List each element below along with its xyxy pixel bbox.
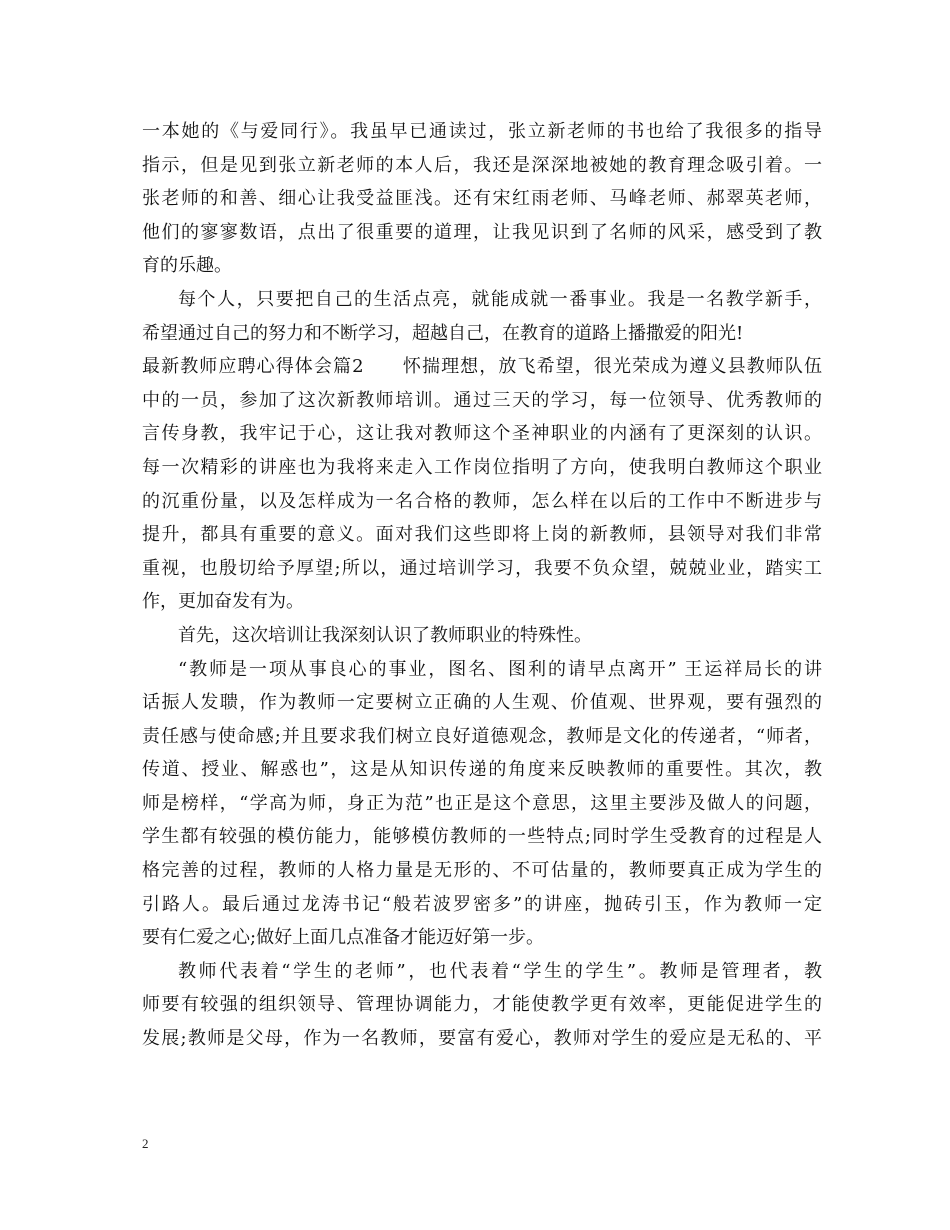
- text-line: 育的乐趣。: [142, 255, 232, 277]
- text-line: 每个人，只要把自己的生活点亮，就能成就一番事业。我是一名教学新手，: [178, 288, 822, 310]
- text-line: 传道、授业、解惑也”，这是从知识传递的角度来反映教师的重要性。其次，教: [142, 759, 822, 781]
- text-line: 一本她的《与爱同行》。我虽早已通读过，张立新老师的书也给了我很多的指导: [142, 121, 822, 142]
- text-line: 学生都有较强的模仿能力，能够模仿教师的一些特点;同时学生受教育的过程是人: [142, 826, 822, 848]
- page-number: 2: [142, 1136, 149, 1151]
- text-line: “教师是一项从事良心的事业，图名、图利的请早点离开” 王运祥局长的讲: [178, 658, 822, 680]
- text-line: 言传身教，我牢记于心，这让我对教师这个圣神职业的内涵有了更深刻的认识。: [142, 423, 822, 445]
- text-line: 教师代表着“学生的老师”，也代表着“学生的学生”。教师是管理者，教: [178, 960, 822, 982]
- text-line: 每一次精彩的讲座也为我将来走入工作岗位指明了方向，使我明白教师这个职业: [142, 456, 822, 478]
- text-line: 希望通过自己的努力和不断学习，超越自己，在教育的道路上播撒爱的阳光!: [142, 322, 744, 344]
- text-line: 张老师的和善、细心让我受益匪浅。还有宋红雨老师、马峰老师、郝翠英老师，: [142, 188, 822, 210]
- text-line: 师是榜样，“学高为师，身正为范”也正是这个意思，这里主要涉及做人的问题，: [142, 792, 822, 814]
- body-text: [142, 115, 822, 1056]
- text-line: 责任感与使命感;并且要求我们树立良好道德观念，教师是文化的传递者，“师者，: [142, 725, 822, 747]
- text-line: 首先，这次培训让我深刻认识了教师职业的特殊性。: [178, 624, 592, 646]
- text-line: 引路人。最后通过龙涛书记“般若波罗密多”的讲座，抛砖引玉，作为教师一定: [142, 893, 822, 915]
- text-line: 指示，但是见到张立新老师的本人后，我还是深深地被她的教育理念吸引着。一: [142, 154, 822, 176]
- text-line: 作，更加奋发有为。: [142, 591, 304, 613]
- text-line: 的沉重份量，以及怎样成为一名合格的教师，怎么样在以后的工作中不断进步与: [142, 490, 822, 512]
- text-line: 发展;教师是父母，作为一名教师，要富有爱心，教师对学生的爱应是无私的、平: [142, 1028, 822, 1050]
- text-line: 提升，都具有重要的意义。面对我们这些即将上岗的新教师，县领导对我们非常: [142, 524, 822, 546]
- text-line: 格完善的过程，教师的人格力量是无形的、不可估量的，教师要真正成为学生的: [142, 860, 822, 882]
- text-line: 重视，也殷切给予厚望;所以，通过培训学习，我要不负众望，兢兢业业，踏实工: [142, 557, 822, 579]
- text-line: 最新教师应聘心得体会篇2 怀揣理想，放飞希望，很光荣成为遵义县教师队伍: [142, 356, 822, 378]
- text-line: 话振人发聩，作为教师一定要树立正确的人生观、价值观、世界观，要有强烈的: [142, 692, 822, 714]
- text-line: 他们的寥寥数语，点出了很重要的道理，让我见识到了名师的风采，感受到了教: [142, 221, 822, 243]
- text-line: 中的一员，参加了这次新教师培训。通过三天的学习，每一位领导、优秀教师的: [142, 389, 822, 411]
- text-line: 要有仁爱之心;做好上面几点准备才能迈好第一步。: [142, 927, 545, 949]
- text-line: 师要有较强的组织领导、管理协调能力，才能使教学更有效率，更能促进学生的: [142, 994, 822, 1016]
